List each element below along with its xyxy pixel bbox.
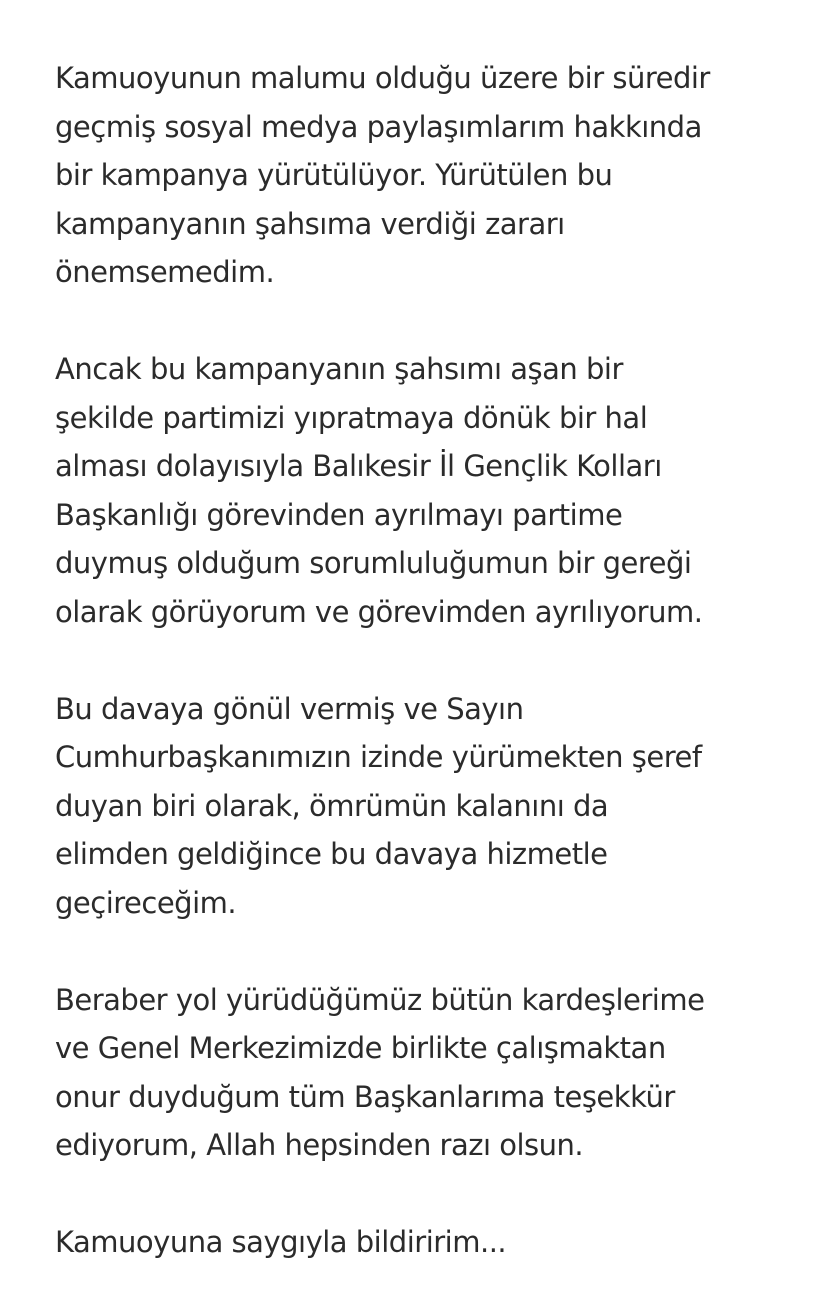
text-line: Bu davaya gönül vermiş ve Sayın bbox=[55, 691, 524, 726]
text-line: duymuş olduğum sorumluluğumun bir gereği bbox=[55, 546, 692, 580]
text-line: geçmiş sosyal medya paylaşımlarım hakkında bbox=[55, 109, 702, 144]
text-line: önemsemedim. bbox=[55, 255, 275, 289]
text-line: kampanyanın şahsıma verdiği zararı bbox=[55, 206, 565, 241]
paragraph-1 bbox=[55, 54, 795, 297]
paragraph-3 bbox=[55, 685, 795, 928]
text-line: geçireceğim. bbox=[55, 885, 237, 920]
text-line: ve Genel Merkezimizde birlikte çalışmaktan bbox=[55, 1031, 666, 1065]
statement-text bbox=[55, 54, 795, 1315]
paragraph-4 bbox=[55, 976, 795, 1170]
text-line: onur duyduğum tüm Başkanlarıma teşekkür bbox=[55, 1079, 675, 1114]
text-line: ediyorum, Allah hepsinden razı olsun. bbox=[55, 1128, 584, 1162]
text-line: Başkanlığı görevinden ayrılmayı partime bbox=[55, 497, 623, 532]
text-line: alması dolayısıyla Balıkesir İl Gençlik Kolları bbox=[55, 449, 662, 483]
paragraph-5 bbox=[55, 1218, 795, 1267]
text-line: Cumhurbaşkanımızın izinde yürümekten şeref bbox=[55, 740, 702, 774]
text-line: Beraber yol yürüdüğümüz bütün kardeşlerime bbox=[55, 982, 705, 1017]
text-line: elimden geldiğince bu davaya hizmetle bbox=[55, 837, 608, 871]
text-line: olarak görüyorum ve görevimden ayrılıyorum. bbox=[55, 594, 703, 629]
text-line: Kamuoyuna saygıyla bildiririm... bbox=[55, 1225, 507, 1259]
text-line: şekilde partimizi yıpratmaya dönük bir hal bbox=[55, 400, 648, 435]
text-line: bir kampanya yürütülüyor. Yürütülen bu bbox=[55, 158, 613, 192]
text-line: duyan biri olarak, ömrümün kalanını da bbox=[55, 788, 609, 823]
paragraph-2 bbox=[55, 345, 795, 636]
text-line: Kamuoyunun malumu olduğu üzere bir süredir bbox=[55, 61, 710, 95]
text-line: Ancak bu kampanyanın şahsımı aşan bir bbox=[55, 352, 623, 386]
